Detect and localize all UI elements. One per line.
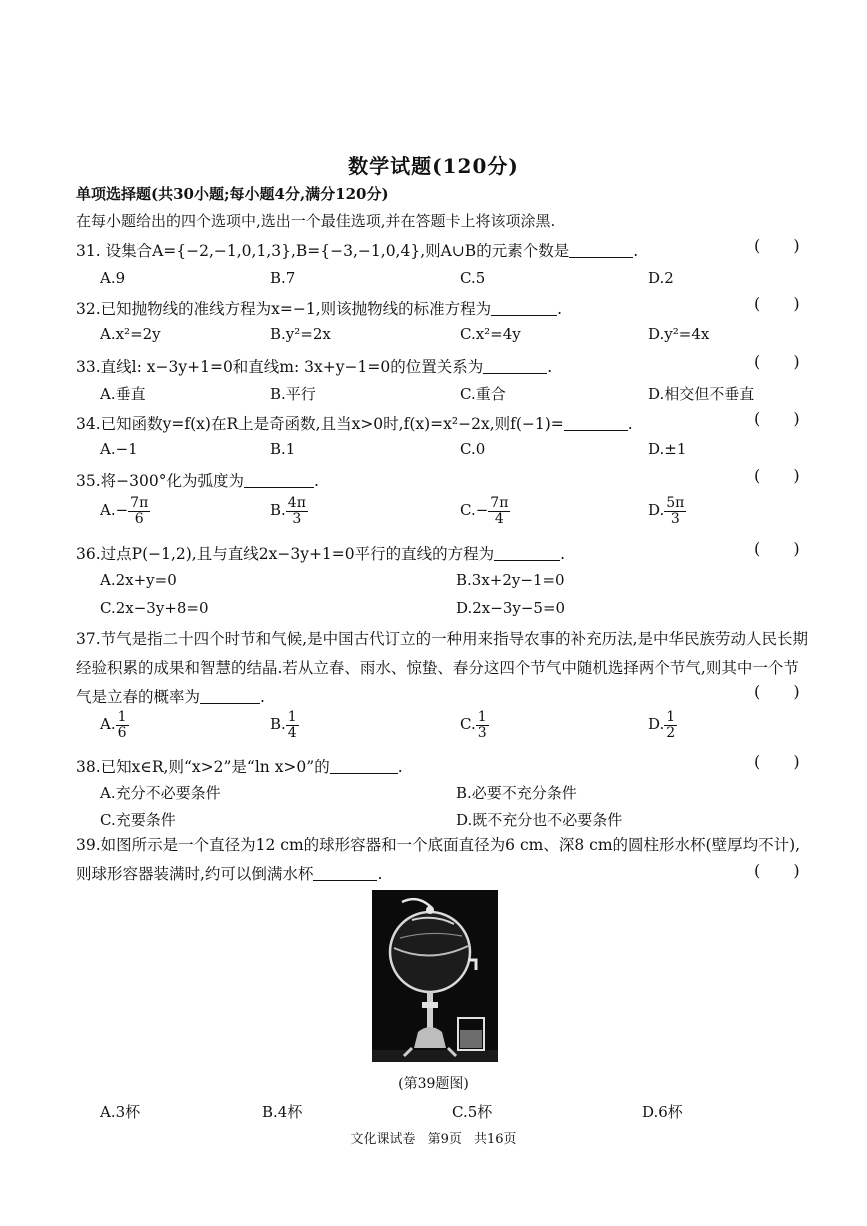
q35-option-c: C.− $\frac{7\pi}{4}$ — [460, 495, 509, 527]
page-title: 数学试题(120分) — [348, 154, 519, 178]
q38-option-d: D.既不充分也不必要条件 — [456, 811, 623, 829]
question-31: 31. 设集合A={−2,−1,0,1,3},B={−3,−1,0,4},则A∪B的元素个数是 . — [76, 242, 639, 260]
answer-paren: ( ) — [754, 682, 814, 701]
q39-option-b: B.4杯 — [262, 1103, 303, 1121]
instructions: 在每小题给出的四个选项中,选出一个最佳选项,并在答题卡上将该项涂黑. — [76, 212, 556, 230]
q37-option-a: A. $\frac{1}{6}$ — [100, 709, 127, 741]
q39-option-a: A.3杯 — [100, 1103, 141, 1121]
q34-option-b: B.1 — [270, 440, 296, 458]
fraction: $\frac{1}{3}$ — [477, 709, 487, 741]
question-35: 35.将−300°化为弧度为 . — [76, 472, 319, 490]
section-heading: 单项选择题(共30小题;每小题4分,满分120分) — [76, 185, 389, 203]
globe-dispenser-image — [372, 890, 498, 1062]
q33-option-d: D.相交但不垂直 — [648, 385, 755, 403]
fraction: $\frac{7\pi}{6}$ — [130, 495, 149, 527]
fraction: $\frac{1}{4}$ — [287, 709, 297, 741]
answer-paren: ( ) — [754, 409, 814, 428]
q34-option-c: C.0 — [460, 440, 486, 458]
q36-option-b: B.3x+2y−1=0 — [456, 571, 565, 589]
q35-option-d: D. $\frac{5\pi}{3}$ — [648, 495, 685, 527]
question-36: 36.过点P(−1,2),且与直线2x−3y+1=0平行的直线的方程为 . — [76, 545, 566, 563]
q39-option-d: D.6杯 — [642, 1103, 683, 1121]
fraction: $\frac{4\pi}{3}$ — [287, 495, 306, 527]
q38-option-a: A.充分不必要条件 — [100, 784, 221, 802]
answer-paren: ( ) — [754, 752, 814, 771]
q38-option-b: B.必要不充分条件 — [456, 784, 577, 802]
q31-option-a: A.9 — [100, 269, 126, 287]
q38-option-c: C.充要条件 — [100, 811, 176, 829]
q31-option-d: D.2 — [648, 269, 674, 287]
q35-option-b: B. $\frac{4\pi}{3}$ — [270, 495, 306, 527]
q31-option-c: C.5 — [460, 269, 486, 287]
answer-paren: ( ) — [754, 466, 814, 485]
fraction: $\frac{7\pi}{4}$ — [490, 495, 509, 527]
figure-caption: (第39题图) — [398, 1076, 469, 1092]
q31-option-b: B.7 — [270, 269, 296, 287]
question-39: 39.如图所示是一个直径为12 cm的球形容器和一个底面直径为6 cm、深8 cm的圆柱形水杯(壁厚均不计),则球形容器装满时,约可以倒满水杯 . — [76, 836, 801, 883]
fraction: $\frac{5\pi}{3}$ — [666, 495, 685, 527]
answer-paren: ( ) — [754, 236, 814, 255]
q37-option-d: D. $\frac{1}{2}$ — [648, 709, 676, 741]
q37-option-b: B. $\frac{1}{4}$ — [270, 709, 297, 741]
question-34: 34.已知函数y=f(x)在R上是奇函数,且当x>0时,f(x)=x²−2x,则f(−1)= . — [76, 415, 633, 433]
answer-paren: ( ) — [754, 294, 814, 313]
q39-option-c: C.5杯 — [452, 1103, 493, 1121]
q35-option-a: A.− $\frac{7\pi}{6}$ — [100, 495, 149, 527]
q33-option-c: C.重合 — [460, 385, 506, 403]
q33-option-a: A.垂直 — [100, 385, 146, 403]
globe-dispenser-figure — [372, 890, 498, 1062]
answer-paren: ( ) — [754, 539, 814, 558]
page-footer: 文化课试卷 第9页 共16页 — [350, 1132, 517, 1147]
q32-option-d: D.y²=4x — [648, 325, 710, 343]
q32-option-b: B.y²=2x — [270, 325, 331, 343]
question-32: 32.已知抛物线的准线方程为x=−1,则该抛物线的标准方程为 . — [76, 300, 563, 318]
q36-option-c: C.2x−3y+8=0 — [100, 599, 209, 617]
answer-paren: ( ) — [754, 352, 814, 371]
q33-option-b: B.平行 — [270, 385, 316, 403]
question-37: 37.节气是指二十四个时节和气候,是中国古代订立的一种用来指导农事的补充历法,是中华民族劳动人民长期经验积累的成果和智慧的结晶.若从立春、雨水、惊蛰、春分这四个节气中随机选择两个节气,则其中一个节气是立春的概率为 . — [76, 630, 809, 706]
q37-option-c: C. $\frac{1}{3}$ — [460, 709, 487, 741]
fraction: $\frac{1}{2}$ — [666, 709, 676, 741]
q36-option-a: A.2x+y=0 — [100, 571, 177, 589]
q32-option-a: A.x²=2y — [100, 325, 161, 343]
question-33: 33.直线l: x−3y+1=0和直线m: 3x+y−1=0的位置关系为 . — [76, 358, 553, 376]
q34-option-a: A.−1 — [100, 440, 138, 458]
q36-option-d: D.2x−3y−5=0 — [456, 599, 566, 617]
fraction: $\frac{1}{6}$ — [117, 709, 127, 741]
q34-option-d: D.±1 — [648, 440, 687, 458]
q32-option-c: C.x²=4y — [460, 325, 521, 343]
question-38: 38.已知x∈R,则“x>2”是“ln x>0”的 . — [76, 758, 403, 776]
answer-paren: ( ) — [754, 861, 814, 880]
